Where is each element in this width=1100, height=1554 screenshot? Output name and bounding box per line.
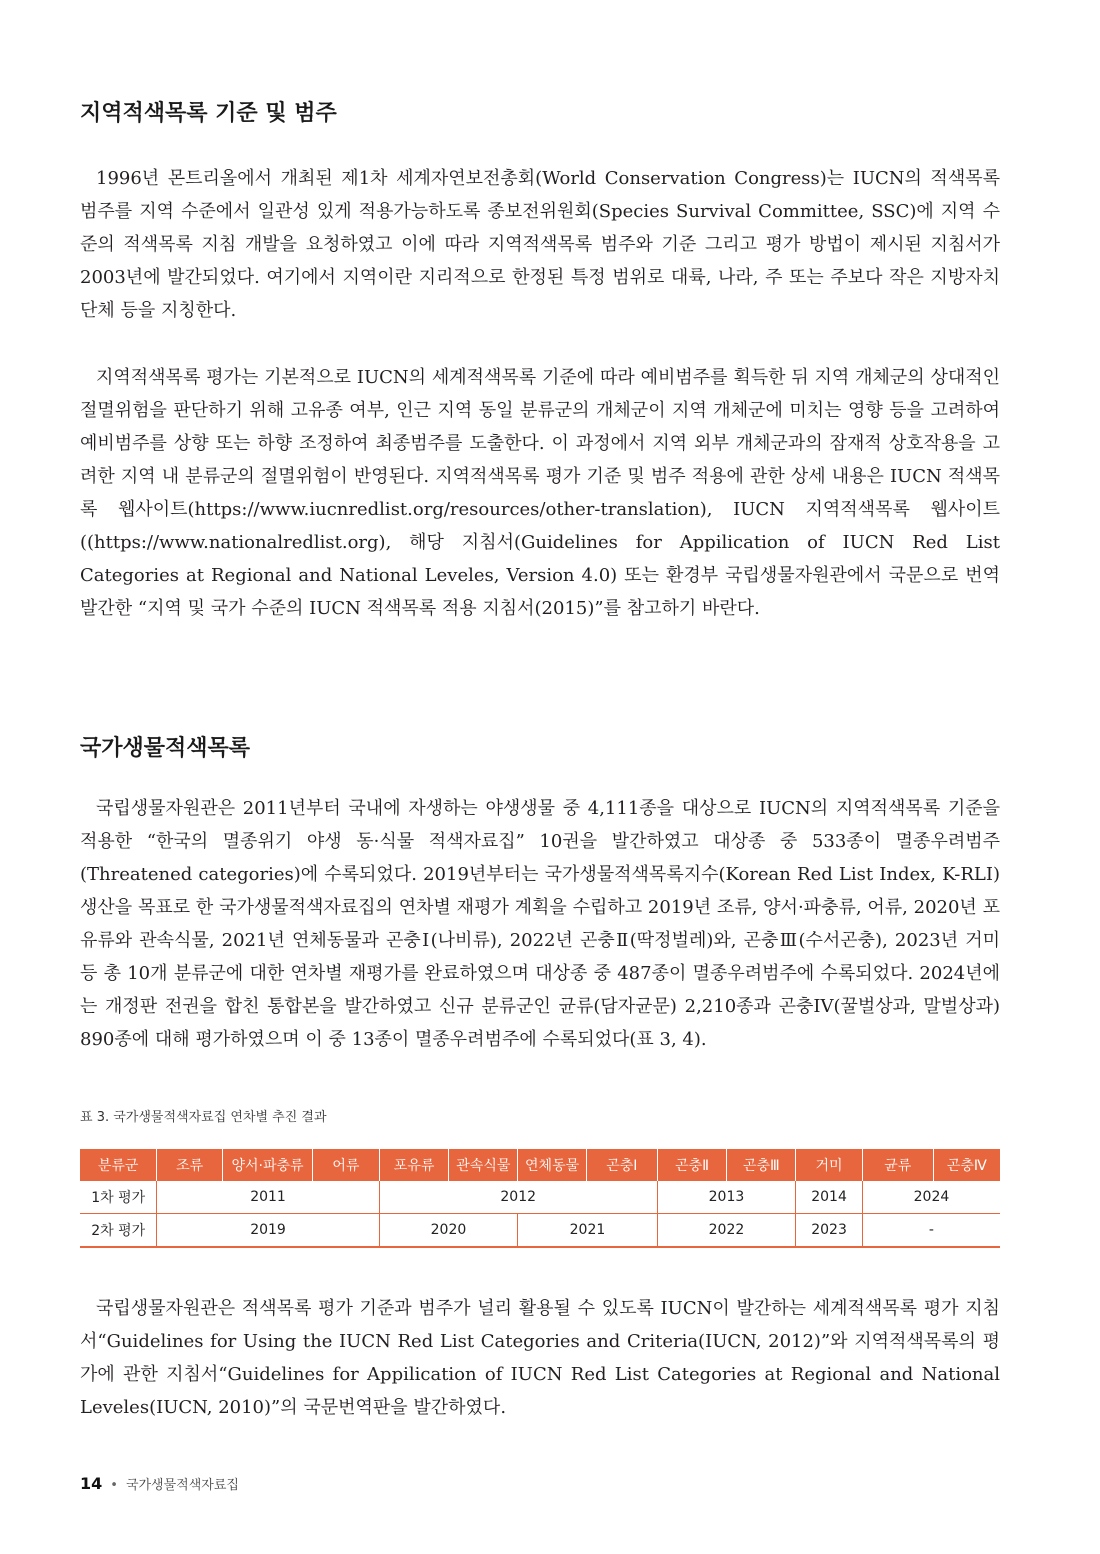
row-label-second-assessment: 2차 평가 xyxy=(80,1214,157,1248)
table-cell: - xyxy=(862,1214,1000,1248)
table-cell: 2020 xyxy=(379,1214,517,1248)
table-cell: 2012 xyxy=(379,1181,657,1214)
header-insects-2: 곤충Ⅱ xyxy=(657,1149,727,1181)
table-cell: 2023 xyxy=(796,1214,863,1248)
header-insects-3: 곤충Ⅲ xyxy=(727,1149,796,1181)
section-heading-national-red-list: 국가생물적색목록 xyxy=(80,736,251,761)
header-mammals: 포유류 xyxy=(379,1149,449,1181)
paragraph-national-red-list: 국립생물자원관은 2011년부터 국내에 자생하는 야생생물 중 4,111종을 대상으로 IUCN의 지역적색목록 기준을 적용한 “한국의 멸종위기 야생 동·식물 적색자료집” 10권을 발간하였고 대상종 중 533종이 멸종우려범주(Threatened categories)에 수록되었다. 2019년부터는 국가생물적색목록지수(Korean Red List Index, K-RLI) 생산을 목표로 한 국가생물적색자료집의 연차별 재평가 계획을 수립하고 2019년 조류, 양서·파충류, 어류, 2020년 포유류와 관속식물, 2021년 연체동물과 곤충Ⅰ(나비류), 2022년 곤충Ⅱ(딱정벌레)와, 곤충Ⅲ(수서곤충), 2023년 거미 등 총 10개 분류군에 대한 연차별 재평가를 완료하였으며 대상종 중 487종이 멸종우려범주에 수록되었다. 2024년에는 개정판 전권을 합친 통합본을 발간하였고 신규 분류군인 균류(담자균문) 2,210종과 곤충IV(꿀벌상과, 말벌상과) 890종에 대해 평가하였으며 이 중 13종이 멸종우려범주에 수록되었다(표 3, 4). xyxy=(80,798,1000,1050)
section-heading-regional-red-list: 지역적색목록 기준 및 범주 xyxy=(80,101,337,126)
paragraph-regional-assessment: 지역적색목록 평가는 기본적으로 IUCN의 세계적색목록 기준에 따라 예비범주를 획득한 뒤 지역 개체군의 상대적인 절멸위험을 판단하기 위해 고유종 여부, 인근 지역 동일 분류군의 개체군이 지역 개체군에 미치는 영향 등을 고려하여 예비범주를 상향 또는 하향 조정하여 최종범주를 도출한다. 이 과정에서 지역 외부 개체군과의 잠재적 상호작용을 고려한 지역 내 분류군의 절멸위험이 반영된다. 지역적색목록 평가 기준 및 범주 적용에 관한 상세 내용은 IUCN 적색목록 웹사이트(https://www.iucnredlist.org/resources/other-translation), IUCN 지역적색목록 웹사이트((https://www.nationalredlist.org), 해당 지침서(Guidelines for Appilication of IUCN Red List Categories at Regional and National Leveles, Version 4.0) 또는 환경부 국립생물자원관에서 국문으로 번역 발간한 “지역 및 국가 수준의 IUCN 적색목록 적용 지침서(2015)”를 참고하기 바란다. xyxy=(80,367,1000,619)
header-insects-1: 곤충Ⅰ xyxy=(586,1149,657,1181)
header-vascular-plants: 관속식물 xyxy=(449,1149,518,1181)
table-header-row xyxy=(80,1149,1000,1181)
page-number: 14 xyxy=(80,1474,103,1493)
table-cell: 2014 xyxy=(796,1181,863,1214)
header-spiders: 거미 xyxy=(796,1149,863,1181)
table-row xyxy=(80,1214,1000,1248)
paragraph-guideline-translation: 국립생물자원관은 적색목록 평가 기준과 범주가 널리 활용될 수 있도록 IUCN이 발간하는 세계적색목록 평가 지침서“Guidelines for Using the IUCN Red List Categories and Criteria(IUCN, 2012)”와 지역적색목록의 평가에 관한 지침서“Guidelines for Appilication of IUCN Red List Categories at Regional and National Leveles(IUCN, 2010)”의 국문번역판을 발간하였다. xyxy=(80,1298,1000,1418)
table-cell: 2011 xyxy=(157,1181,379,1214)
table-cell: 2013 xyxy=(657,1181,795,1214)
table-cell: 2024 xyxy=(862,1181,1000,1214)
table-caption: 표 3. 국가생물적색자료집 연차별 추진 결과 xyxy=(80,1110,327,1125)
footer-separator: • xyxy=(110,1478,118,1493)
table-cell: 2019 xyxy=(157,1214,379,1248)
footer-book-title: 국가생물적색자료집 xyxy=(125,1478,239,1493)
table-row xyxy=(80,1181,1000,1214)
row-label-first-assessment: 1차 평가 xyxy=(80,1181,157,1214)
header-birds: 조류 xyxy=(157,1149,223,1181)
assessment-results-table xyxy=(80,1149,1000,1248)
table-cell: 2021 xyxy=(518,1214,658,1248)
header-insects-4: 곤충Ⅳ xyxy=(933,1149,1000,1181)
header-fishes: 어류 xyxy=(313,1149,380,1181)
page-footer xyxy=(80,1474,239,1493)
header-amphibians-reptiles: 양서·파충류 xyxy=(223,1149,313,1181)
header-fungi: 균류 xyxy=(862,1149,933,1181)
paragraph-regional-history: 1996년 몬트리올에서 개최된 제1차 세계자연보전총회(World Conservation Congress)는 IUCN의 적색목록 범주를 지역 수준에서 일관성 있게 적용가능하도록 종보전위원회(Species Survival Committee, SSC)에 지역 수준의 적색목록 지침 개발을 요청하였고 이에 따라 지역적색목록 범주와 기준 그리고 평가 방법이 제시된 지침서가 2003년에 발간되었다. 여기에서 지역이란 지리적으로 한정된 특정 범위로 대륙, 나라, 주 또는 주보다 작은 지방자치단체 등을 지칭한다. xyxy=(80,168,1000,321)
header-mollusks: 연체동물 xyxy=(518,1149,587,1181)
header-taxon: 분류군 xyxy=(80,1149,157,1181)
table-cell: 2022 xyxy=(657,1214,795,1248)
